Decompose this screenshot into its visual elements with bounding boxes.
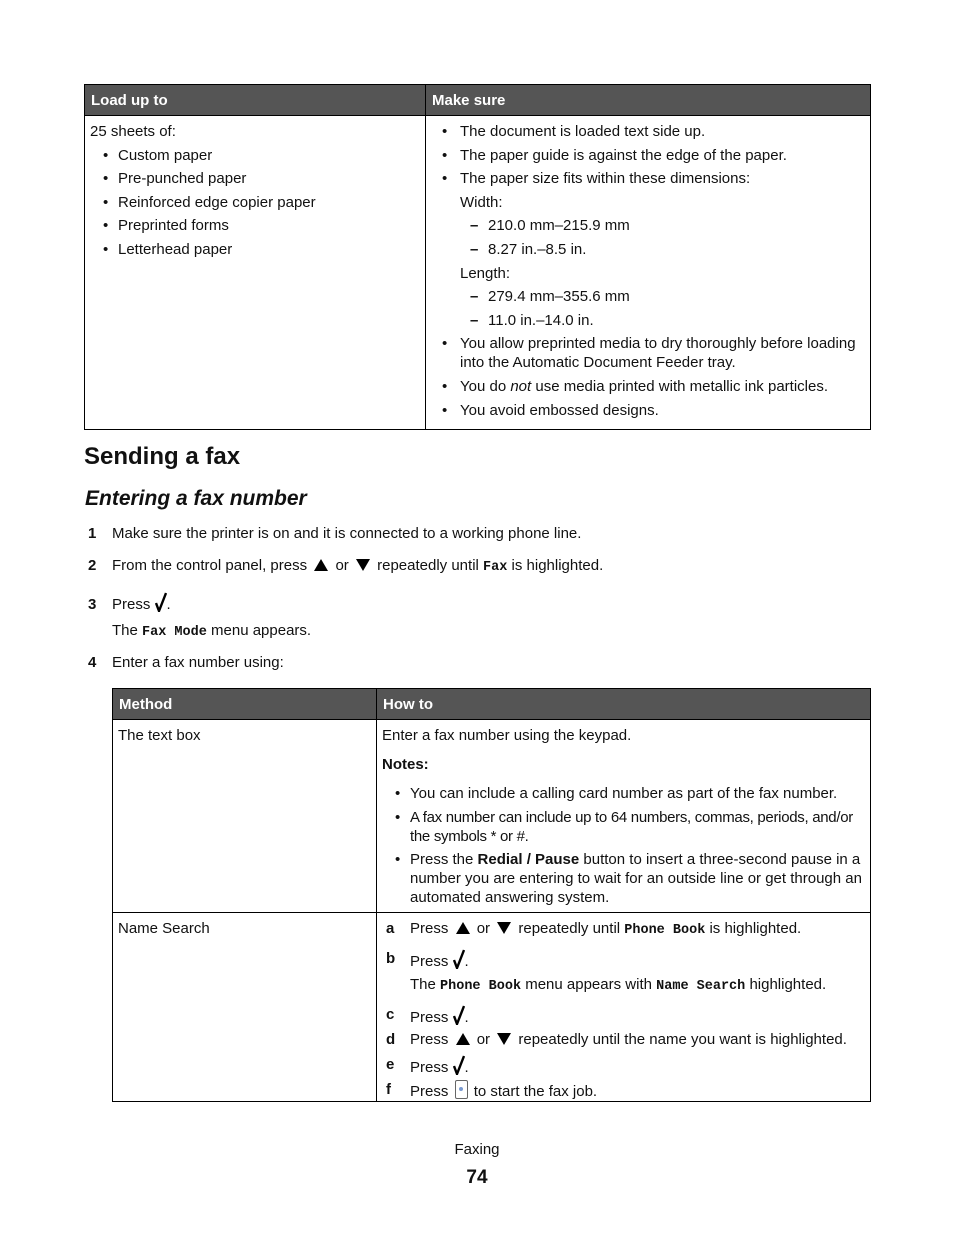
list-item: • Press the Redial / Pause button to insert a three-second pause in a number you are entering to wait for an outside line or get through an automated answering system. <box>382 850 865 907</box>
table-row <box>113 720 871 913</box>
name-search-steps <box>382 919 865 1101</box>
down-arrow-icon <box>497 922 511 934</box>
column-header-method: Method <box>113 689 377 720</box>
fax-method-table <box>112 688 871 1102</box>
width-values <box>442 216 865 259</box>
down-arrow-icon <box>356 559 370 571</box>
list-item: • The paper guide is against the edge of the paper. <box>442 146 865 165</box>
list-item: a Press or repeatedly until Phone Book is highlighted. <box>386 919 802 938</box>
list-item: • Letterhead paper <box>90 240 420 259</box>
list-item: – 8.27 in.–8.5 in. <box>470 240 865 259</box>
step-3: 3 Press . <box>88 592 171 614</box>
checkmark-select-icon <box>453 1005 465 1025</box>
length-values <box>442 287 865 330</box>
width-label: Width: <box>460 193 503 211</box>
list-item: f Press to start the fax job. <box>386 1080 598 1100</box>
page-number: 74 <box>466 1167 488 1188</box>
footer-section-name: Faxing <box>454 1141 500 1158</box>
section-heading: Sending a fax <box>84 443 241 470</box>
down-arrow-icon <box>497 1033 511 1045</box>
table-header-row <box>113 689 871 720</box>
list-item: c Press . <box>386 1005 469 1026</box>
media-loading-table <box>84 84 871 430</box>
list-item: • Reinforced edge copier paper <box>90 193 420 212</box>
table-row <box>85 116 871 430</box>
method-cell: The text box <box>113 720 377 913</box>
load-up-to-cell <box>85 116 426 430</box>
list-item: • The document is loaded text side up. <box>442 122 865 141</box>
list-item: – 279.4 mm–355.6 mm <box>470 287 865 306</box>
list-item: • Custom paper <box>90 146 420 165</box>
step-4: 4 Enter a fax number using: <box>88 654 284 671</box>
notes-list <box>382 784 865 907</box>
checkmark-select-icon <box>453 1055 465 1075</box>
column-header-make-sure: Make sure <box>426 85 871 116</box>
how-to-cell <box>377 912 871 1101</box>
step-b-note: The Phone Book menu appears with Name Search highlighted. <box>410 975 827 994</box>
make-sure-list-continued <box>442 334 865 419</box>
step-1: 1 Make sure the printer is on and it is connected to a working phone line. <box>88 525 582 542</box>
up-arrow-icon <box>456 1033 470 1045</box>
checkmark-select-icon <box>155 592 167 612</box>
list-item: • You allow preprinted media to dry thoroughly before loading into the Automatic Document Feeder tray. <box>442 334 865 372</box>
checkmark-select-icon <box>453 949 465 969</box>
length-label: Length: <box>460 264 511 282</box>
list-item: • You can include a calling card number as part of the fax number. <box>382 784 865 803</box>
list-item: d Press or repeatedly until the name you want is highlighted. <box>386 1030 847 1048</box>
list-item: • Preprinted forms <box>90 216 420 235</box>
method-cell: Name Search <box>113 912 377 1101</box>
list-item: – 11.0 in.–14.0 in. <box>470 311 865 330</box>
step-2: 2 From the control panel, press or repeatedly until Fax is highlighted. <box>88 557 604 575</box>
table-row <box>113 912 871 1101</box>
notes-label: Notes: <box>382 756 429 773</box>
subsection-heading: Entering a fax number <box>85 487 307 510</box>
list-item: e Press . <box>386 1055 469 1076</box>
load-intro: 25 sheets of: <box>90 123 176 140</box>
column-header-how-to: How to <box>377 689 871 720</box>
make-sure-cell <box>426 116 871 430</box>
list-item: b Press . The Phone Book menu appears with Name Search highlighted. <box>382 949 865 996</box>
list-item: – 210.0 mm–215.9 mm <box>470 216 865 235</box>
list-item: • You do not use media printed with metallic ink particles. <box>442 377 865 396</box>
up-arrow-icon <box>456 922 470 934</box>
list-item: • A fax number can include up to 64 numbers, commas, periods, and/or the symbols * or #. <box>382 808 865 846</box>
up-arrow-icon <box>314 559 328 571</box>
list-item: • You avoid embossed designs. <box>442 401 865 420</box>
make-sure-list <box>442 122 865 188</box>
step-3-result: The Fax Mode menu appears. <box>112 622 312 640</box>
table-header-row <box>85 85 871 116</box>
list-item: • The paper size fits within these dimensions: <box>442 169 865 188</box>
start-button-icon <box>455 1080 468 1099</box>
paper-type-list <box>90 146 420 259</box>
list-item: • Pre-punched paper <box>90 169 420 188</box>
column-header-load-up-to: Load up to <box>85 85 426 116</box>
how-to-cell: Enter a fax number using the keypad. Notes: • You can include a calling card number as part of the fax number. • A fax number can include up to 64 numbers, commas, periods, and/or the symbols * or #. • Press the Redial / Pause button to insert a three-second pause in a number you are entering to wait for an outside line or get through an automated answering system. <box>377 720 871 913</box>
